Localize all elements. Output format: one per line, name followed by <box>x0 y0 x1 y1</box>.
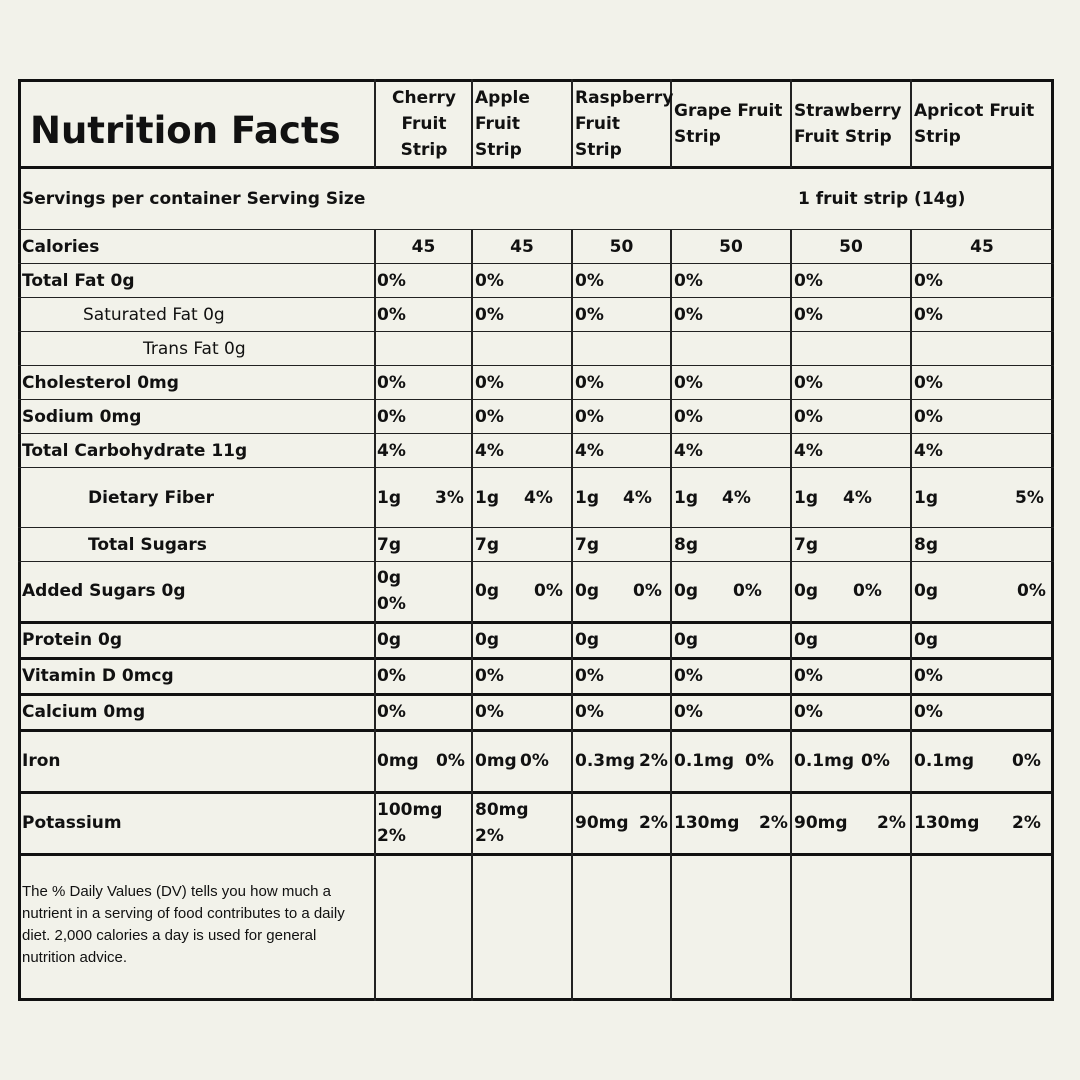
row-label-dietary-fiber: Dietary Fiber <box>88 488 214 508</box>
saturated-fat-dv: 0% <box>377 305 406 325</box>
dietary-fiber-dv: 4% <box>722 488 751 508</box>
dietary-fiber-dv: 4% <box>843 488 872 508</box>
total-fat-dv: 0% <box>377 271 406 291</box>
cholesterol-dv: 0% <box>575 373 604 393</box>
calcium-dv: 0% <box>377 702 406 722</box>
divider <box>374 229 376 1001</box>
saturated-fat-dv: 0% <box>914 305 943 325</box>
dietary-fiber-dv: 5% <box>1015 488 1044 508</box>
saturated-fat-dv: 0% <box>794 305 823 325</box>
divider <box>18 853 1054 856</box>
potassium-dv: 2% <box>877 813 906 833</box>
row-label-calcium: Calcium 0mg <box>22 702 146 722</box>
sodium-dv: 0% <box>575 407 604 427</box>
cholesterol-dv: 0% <box>914 373 943 393</box>
potassium-amount: 90mg <box>794 813 848 833</box>
total-carb-dv: 4% <box>377 441 406 461</box>
divider <box>18 229 1054 230</box>
row-label-trans-fat: Trans Fat 0g <box>143 339 246 359</box>
divider <box>18 621 1054 624</box>
divider <box>910 79 912 168</box>
divider <box>790 79 792 168</box>
iron-dv: 0% <box>861 751 890 771</box>
page-title: Nutrition Facts <box>30 109 341 152</box>
divider <box>18 399 1054 400</box>
divider <box>18 791 1054 794</box>
iron-amount: 0.3mg <box>575 751 635 771</box>
cholesterol-dv: 0% <box>377 373 406 393</box>
serving-size: 1 fruit strip (14g) <box>798 189 966 209</box>
divider <box>18 331 1054 332</box>
dietary-fiber-amount: 1g <box>674 488 698 508</box>
total-sugars-amount: 8g <box>674 535 698 555</box>
divider <box>18 561 1054 562</box>
iron-dv: 0% <box>520 751 549 771</box>
potassium-amount: 100mg <box>377 800 443 820</box>
total-carb-dv: 4% <box>475 441 504 461</box>
total-sugars-amount: 7g <box>377 535 401 555</box>
protein-amount: 0g <box>575 630 599 650</box>
divider <box>18 365 1054 366</box>
saturated-fat-dv: 0% <box>475 305 504 325</box>
dietary-fiber-dv: 4% <box>524 488 553 508</box>
cholesterol-dv: 0% <box>674 373 703 393</box>
protein-amount: 0g <box>914 630 938 650</box>
protein-amount: 0g <box>377 630 401 650</box>
divider <box>471 79 473 168</box>
added-sugars-amount: 0g <box>575 581 599 601</box>
added-sugars-amount: 0g <box>794 581 818 601</box>
daily-value-footnote: The % Daily Values (DV) tells you how much a nutrient in a serving of food contributes to a daily diet. 2,000 calories a day is used for general nutrition advice. <box>22 883 345 966</box>
protein-amount: 0g <box>794 630 818 650</box>
total-fat-dv: 0% <box>794 271 823 291</box>
added-sugars-amount: 0g <box>914 581 938 601</box>
added-sugars-dv: 0% <box>633 581 662 601</box>
potassium-amount: 90mg <box>575 813 629 833</box>
iron-amount: 0.1mg <box>914 751 974 771</box>
added-sugars-dv: 0% <box>733 581 762 601</box>
sodium-dv: 0% <box>377 407 406 427</box>
column-header-apricot: Apricot Fruit Strip <box>914 101 1035 147</box>
iron-amount: 0.1mg <box>674 751 734 771</box>
divider <box>571 79 573 168</box>
servings-label: Servings per container Serving Size <box>22 189 366 209</box>
sodium-dv: 0% <box>794 407 823 427</box>
divider <box>18 263 1054 264</box>
potassium-dv: 2% <box>377 826 406 846</box>
calcium-dv: 0% <box>794 702 823 722</box>
calories-value: 50 <box>839 237 863 257</box>
vitamin-d-dv: 0% <box>377 666 406 686</box>
row-label-total-fat: Total Fat 0g <box>22 271 135 291</box>
calories-value: 45 <box>411 237 436 257</box>
divider <box>374 79 376 168</box>
divider <box>18 166 1054 169</box>
divider <box>18 433 1054 434</box>
column-header-strawberry: Strawberry Fruit Strip <box>794 101 902 147</box>
total-sugars-amount: 7g <box>794 535 818 555</box>
row-label-total-carbohydrate: Total Carbohydrate 11g <box>22 441 248 461</box>
calories-value: 45 <box>510 237 534 257</box>
vitamin-d-dv: 0% <box>914 666 943 686</box>
divider <box>471 229 473 1001</box>
calcium-dv: 0% <box>575 702 604 722</box>
total-sugars-amount: 8g <box>914 535 938 555</box>
dietary-fiber-amount: 1g <box>377 488 401 508</box>
calories-value: 50 <box>609 237 634 257</box>
saturated-fat-dv: 0% <box>575 305 604 325</box>
row-label-protein: Protein 0g <box>22 630 123 650</box>
iron-amount: 0.1mg <box>794 751 854 771</box>
added-sugars-dv: 0% <box>534 581 563 601</box>
cholesterol-dv: 0% <box>475 373 504 393</box>
calories-value: 45 <box>970 237 994 257</box>
dietary-fiber-amount: 1g <box>475 488 499 508</box>
added-sugars-amount: 0g <box>475 581 499 601</box>
column-header-apple: Apple Fruit Strip <box>475 88 530 160</box>
iron-amount: 0mg <box>475 751 517 771</box>
divider <box>18 693 1054 696</box>
total-carb-dv: 4% <box>794 441 823 461</box>
column-header-cherry: Cherry Fruit Strip <box>392 88 456 160</box>
total-sugars-amount: 7g <box>475 535 499 555</box>
divider <box>670 229 672 1001</box>
total-fat-dv: 0% <box>575 271 604 291</box>
total-fat-dv: 0% <box>674 271 703 291</box>
sodium-dv: 0% <box>674 407 703 427</box>
row-label-potassium: Potassium <box>22 813 122 833</box>
divider <box>910 229 912 1001</box>
protein-amount: 0g <box>475 630 499 650</box>
added-sugars-dv: 0% <box>1017 581 1046 601</box>
dietary-fiber-amount: 1g <box>914 488 938 508</box>
calcium-dv: 0% <box>674 702 703 722</box>
divider <box>18 297 1054 298</box>
potassium-dv: 2% <box>639 813 668 833</box>
total-carb-dv: 4% <box>674 441 703 461</box>
divider <box>18 729 1054 732</box>
divider <box>18 527 1054 528</box>
total-fat-dv: 0% <box>914 271 943 291</box>
added-sugars-amount: 0g <box>377 568 401 588</box>
calcium-dv: 0% <box>475 702 504 722</box>
potassium-dv: 2% <box>475 826 504 846</box>
sodium-dv: 0% <box>475 407 504 427</box>
calories-value: 50 <box>719 237 743 257</box>
total-carb-dv: 4% <box>914 441 943 461</box>
row-label-saturated-fat: Saturated Fat 0g <box>83 305 225 325</box>
divider <box>18 657 1054 660</box>
sodium-dv: 0% <box>914 407 943 427</box>
potassium-amount: 130mg <box>914 813 980 833</box>
dietary-fiber-dv: 3% <box>435 488 464 508</box>
divider <box>18 467 1054 468</box>
column-header-grape: Grape Fruit Strip <box>674 101 783 147</box>
added-sugars-dv: 0% <box>377 594 406 614</box>
vitamin-d-dv: 0% <box>575 666 604 686</box>
potassium-dv: 2% <box>759 813 788 833</box>
potassium-dv: 2% <box>1012 813 1041 833</box>
row-label-calories: Calories <box>22 237 100 257</box>
vitamin-d-dv: 0% <box>475 666 504 686</box>
saturated-fat-dv: 0% <box>674 305 703 325</box>
vitamin-d-dv: 0% <box>674 666 703 686</box>
total-sugars-amount: 7g <box>575 535 599 555</box>
total-fat-dv: 0% <box>475 271 504 291</box>
iron-amount: 0mg <box>377 751 419 771</box>
total-carb-dv: 4% <box>575 441 604 461</box>
added-sugars-amount: 0g <box>674 581 698 601</box>
row-label-sodium: Sodium 0mg <box>22 407 142 427</box>
row-label-iron: Iron <box>22 751 61 771</box>
vitamin-d-dv: 0% <box>794 666 823 686</box>
iron-dv: 2% <box>639 751 668 771</box>
iron-dv: 0% <box>745 751 774 771</box>
potassium-amount: 80mg <box>475 800 529 820</box>
divider <box>790 229 792 1001</box>
protein-amount: 0g <box>674 630 698 650</box>
divider <box>571 229 573 1001</box>
iron-dv: 0% <box>1012 751 1041 771</box>
added-sugars-dv: 0% <box>853 581 882 601</box>
column-header-raspberry: Raspberry Fruit Strip <box>575 88 674 160</box>
row-label-added-sugars: Added Sugars 0g <box>22 581 186 601</box>
potassium-amount: 130mg <box>674 813 740 833</box>
row-label-vitamin-d: Vitamin D 0mcg <box>22 666 174 686</box>
row-label-cholesterol: Cholesterol 0mg <box>22 373 179 393</box>
dietary-fiber-dv: 4% <box>623 488 652 508</box>
iron-dv: 0% <box>436 751 465 771</box>
calcium-dv: 0% <box>914 702 943 722</box>
dietary-fiber-amount: 1g <box>794 488 818 508</box>
row-label-total-sugars: Total Sugars <box>88 535 207 555</box>
dietary-fiber-amount: 1g <box>575 488 599 508</box>
cholesterol-dv: 0% <box>794 373 823 393</box>
